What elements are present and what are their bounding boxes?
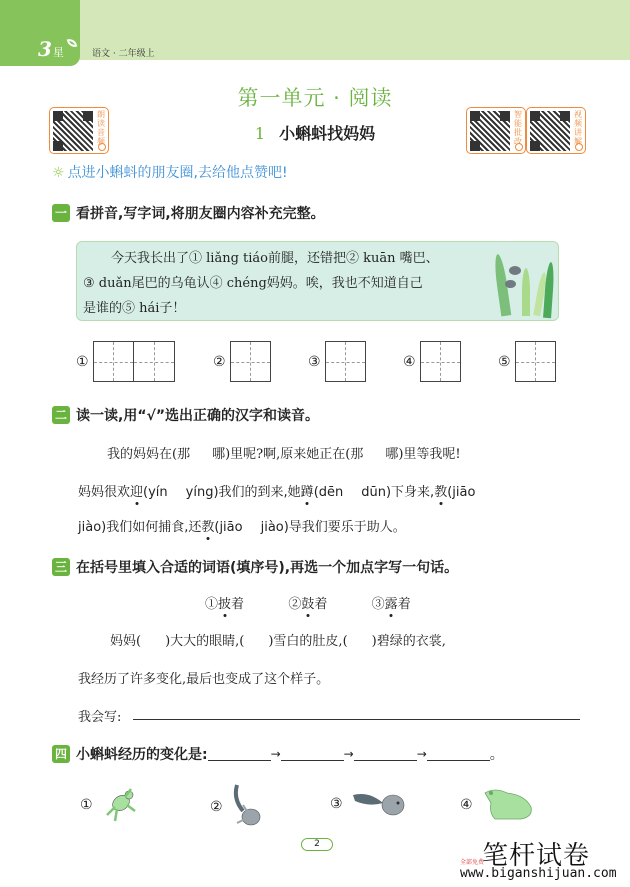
- period: 。: [489, 747, 504, 763]
- dotted-char: 蹲: [300, 485, 314, 500]
- tadpole-icon: [351, 787, 407, 821]
- story-line: [83, 246, 503, 271]
- question-badge: 二: [52, 406, 70, 424]
- question-instruction: 在括号里填入合适的词语(填序号),再选一个加点字写一句话。: [76, 560, 459, 576]
- answer-blank[interactable]: [354, 747, 417, 761]
- option-rest: 着: [231, 597, 245, 612]
- lesson-number: 1: [254, 124, 266, 143]
- qr-label: 视频讲解: [574, 110, 582, 146]
- leaf-icon: [67, 37, 78, 49]
- text: jiào)导我们要乐于助人。: [260, 520, 406, 535]
- play-icon: [515, 143, 523, 151]
- option-rest: 着: [314, 597, 328, 612]
- grid-cell[interactable]: [93, 341, 134, 382]
- grid-cell[interactable]: [230, 341, 271, 382]
- arrow-icon: →: [416, 747, 427, 761]
- text: )碧绿的衣裳,: [371, 634, 446, 649]
- dotted-char: 教: [201, 520, 215, 535]
- play-icon: [98, 143, 106, 151]
- text: 妈妈(: [110, 634, 142, 649]
- animal-label: ④: [460, 797, 473, 813]
- story-line-text: 今天我长出了① liǎng tiáo前腿，还错把② kuān 嘴巴、: [111, 251, 439, 266]
- animal-4: [460, 785, 537, 825]
- page-number: 2: [301, 838, 333, 851]
- qr-code-icon: [53, 111, 93, 151]
- text: 哪)里呢?啊,原来她正在(那: [212, 447, 364, 462]
- question-instruction: 看拼音,写字词,将朋友圈内容补充完整。: [76, 206, 325, 222]
- question-badge: 三: [52, 558, 70, 576]
- play-icon: [575, 143, 583, 151]
- grid-cell[interactable]: [134, 341, 175, 382]
- question-2-heading: [52, 405, 319, 425]
- arrow-icon: →: [270, 747, 281, 761]
- text: yíng)我们的到来,她: [185, 485, 301, 500]
- q2-line-1: [107, 443, 461, 462]
- tadpole-icon: [509, 266, 521, 275]
- level-tab: [0, 0, 80, 66]
- option-2: [288, 597, 327, 612]
- qr-code-read-audio[interactable]: [49, 107, 109, 154]
- question-instruction: 小蝌蚪经历的变化是:: [76, 747, 208, 763]
- pinyin-option[interactable]: (dēn: [313, 485, 344, 500]
- pinyin-option[interactable]: (jiāo: [214, 520, 243, 535]
- animal-2: [210, 783, 267, 831]
- q3-options: [205, 593, 411, 612]
- subject-label: 语文 · 二年级上: [92, 49, 155, 59]
- tadpole-icon: [505, 280, 516, 288]
- qr-label: 智能批改: [514, 110, 522, 146]
- watermark-title: 笔杆试卷: [482, 841, 591, 871]
- dotted-char: 露: [384, 597, 398, 612]
- option-num: ①: [205, 597, 219, 612]
- grid-label: ③: [308, 353, 321, 370]
- text: 哪)里等我呢!: [385, 447, 461, 462]
- grid-cell[interactable]: [420, 341, 461, 382]
- writing-grid-4[interactable]: [403, 341, 461, 382]
- writing-grids: [76, 341, 576, 385]
- grid-label: ②: [213, 353, 226, 370]
- young-frog-icon: [101, 785, 139, 825]
- answer-blank[interactable]: [281, 747, 344, 761]
- answer-blank[interactable]: [427, 747, 490, 761]
- q2-line-2: [78, 481, 475, 500]
- q3-sentence-1: [110, 630, 446, 649]
- grid-cell[interactable]: [325, 341, 366, 382]
- pinyin-option[interactable]: (jiāo: [447, 485, 476, 500]
- tip-text: 点进小蝌蚪的朋友圈,去给他点赞吧!: [67, 165, 288, 181]
- text: dūn)下身来,: [361, 485, 435, 500]
- write-answer-line[interactable]: [133, 719, 580, 720]
- watermark-free-label: 全部免费: [460, 859, 485, 866]
- question-1-heading: [52, 203, 325, 223]
- question-badge: 一: [52, 204, 70, 222]
- writing-grid-3[interactable]: [308, 341, 366, 382]
- q2-line-3: [78, 516, 406, 535]
- option-num: ②: [288, 597, 302, 612]
- text: 妈妈很欢: [78, 485, 131, 500]
- qr-code-smart-grading[interactable]: [466, 107, 526, 154]
- story-line: 是谁的⑤ hái子！: [83, 301, 186, 316]
- animal-1: [80, 785, 139, 825]
- text: )大大的眼睛,(: [165, 634, 245, 649]
- level-number: 3: [38, 37, 52, 61]
- adult-frog-icon: [481, 785, 537, 825]
- q3-sentence-2: 我经历了许多变化,最后也变成了这个样子。: [78, 672, 330, 687]
- watermark-url[interactable]: www.biganshijuan.com: [460, 866, 617, 881]
- dotted-char: 迎: [130, 485, 144, 500]
- story-text: [83, 246, 503, 321]
- animal-label: ③: [330, 796, 343, 812]
- question-badge: 四: [52, 745, 70, 763]
- write-label: 我会写:: [78, 710, 122, 725]
- writing-grid-1[interactable]: [76, 341, 175, 382]
- lightbulb-icon: ☼: [52, 165, 65, 181]
- animal-stages: [80, 783, 550, 833]
- qr-code-icon: [530, 111, 570, 151]
- option-num: ③: [371, 597, 385, 612]
- story-line: ③ duǎn尾巴的乌龟认④ chéng妈妈。唉，我也不知道自己: [83, 276, 423, 291]
- text: )雪白的肚皮,(: [268, 634, 348, 649]
- writing-grid-5[interactable]: [498, 341, 556, 382]
- text: 我的妈妈在(那: [107, 447, 191, 462]
- lesson-name: 小蝌蚪找妈妈: [279, 124, 376, 143]
- animal-label: ①: [80, 797, 93, 813]
- dotted-char: 披: [218, 597, 232, 612]
- animal-label: ②: [210, 799, 223, 815]
- dotted-char: 鼓: [301, 597, 315, 612]
- tadpole-with-legs-icon: [231, 783, 267, 831]
- level-suffix: 星: [52, 46, 64, 59]
- text: jiào)我们如何捕食,还: [78, 520, 202, 535]
- story-box: [76, 241, 559, 321]
- option-3: [372, 597, 411, 612]
- grid-label: ⑤: [498, 353, 511, 370]
- question-4-heading: [52, 744, 504, 764]
- qr-code-video[interactable]: [526, 107, 586, 154]
- level-badge: [38, 37, 64, 61]
- answer-blank[interactable]: [208, 747, 271, 761]
- option-1: [205, 597, 244, 612]
- dotted-char: 教: [434, 485, 448, 500]
- animal-3: [330, 787, 407, 821]
- writing-grid-2[interactable]: [213, 341, 271, 382]
- qr-label: 朗读音频: [97, 110, 105, 146]
- qr-code-icon: [470, 111, 510, 151]
- option-rest: 着: [397, 597, 411, 612]
- pinyin-option[interactable]: (yín: [143, 485, 168, 500]
- arrow-icon: →: [343, 747, 354, 761]
- question-instruction: 读一读,用“√”选出正确的汉字和读音。: [76, 408, 320, 424]
- grid-label: ①: [76, 353, 89, 370]
- question-3-heading: [52, 557, 458, 577]
- grid-cell[interactable]: [515, 341, 556, 382]
- grid-label: ④: [403, 353, 416, 370]
- unit-title: 第一单元 · 阅读: [237, 86, 393, 110]
- tip: [52, 162, 288, 182]
